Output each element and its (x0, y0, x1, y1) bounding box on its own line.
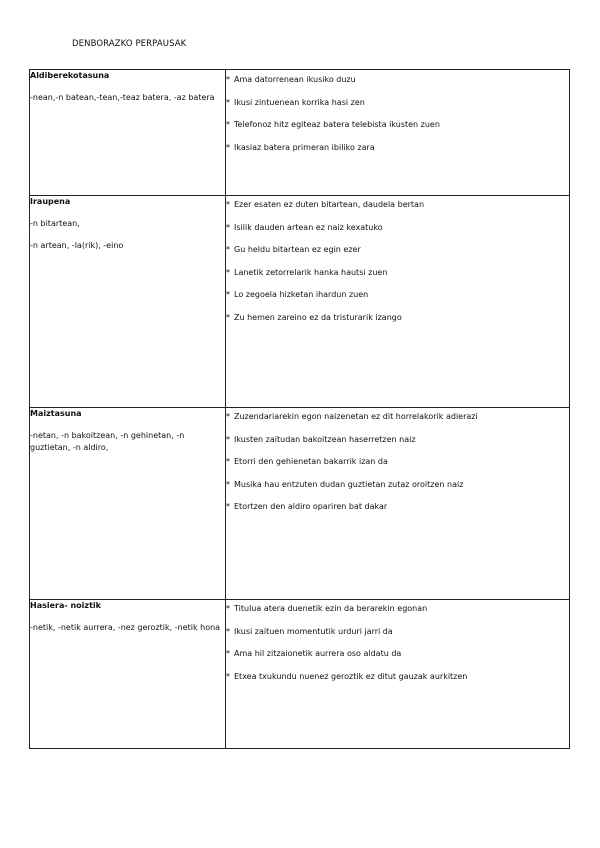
example-sentence: * Etortzen den aldiro opariren bat dakar (226, 502, 388, 512)
bullet-asterisk-icon: * (226, 245, 230, 255)
category-heading: Hasiera- noiztik (30, 601, 101, 610)
example-sentence: * Titulua atera duenetik ezin da berarekin egonan (226, 604, 428, 613)
category-heading: Maiztasuna (30, 409, 82, 418)
example-sentence: * Isilik dauden artean ez naiz kexatuko (226, 222, 383, 232)
temporal-clauses-table (29, 69, 570, 749)
bullet-asterisk-icon: * (226, 434, 230, 444)
example-sentence: * Ama hil zitzaionetik aurrera oso aldatu da (226, 649, 402, 659)
bullet-asterisk-icon: * (226, 479, 230, 489)
bullet-asterisk-icon: * (226, 290, 230, 300)
bullet-asterisk-icon: * (226, 120, 230, 130)
bullet-asterisk-icon: * (226, 97, 230, 107)
page-title: DENBORAZKO PERPAUSAK (72, 39, 187, 49)
example-sentence: * Ama datorrenean ikusiko duzu (226, 75, 356, 84)
table-row (30, 196, 570, 408)
category-cell (30, 600, 226, 749)
bullet-asterisk-icon: * (226, 142, 230, 152)
example-sentence: * Ikasiaz batera primeran ibiliko zara (226, 142, 375, 152)
example-sentence: * Ezer esaten ez duten bitartean, daudela bertan (226, 200, 425, 209)
suffix-list: -netan, -n bakoitzean, -n gehinetan, -n guztietan, -n aldiro, (30, 431, 185, 452)
example-sentence: * Etorri den gehienetan bakarrik izan da (226, 457, 388, 467)
bullet-asterisk-icon: * (226, 502, 230, 512)
bullet-asterisk-icon: * (226, 649, 230, 659)
category-heading: Iraupena (30, 197, 71, 206)
table-row (30, 408, 570, 600)
table-row (30, 600, 570, 749)
bullet-asterisk-icon: * (226, 626, 230, 636)
category-cell (30, 196, 226, 408)
examples-cell (226, 408, 570, 600)
example-sentence: * Zu hemen zareino ez da tristurarik izango (226, 312, 402, 322)
example-sentence: * Gu heldu bitartean ez egin ezer (226, 245, 361, 255)
bullet-asterisk-icon: * (226, 412, 230, 421)
example-sentence: * Ikusi zaituen momentutik urduri jarri da (226, 626, 393, 636)
example-sentence: * Ikusi zintuenean korrika hasi zen (226, 97, 365, 107)
suffix-list: -n artean, -la(rik), -eino (30, 241, 124, 250)
bullet-asterisk-icon: * (226, 671, 230, 681)
suffix-list: -netik, -netik aurrera, -nez geroztik, -netik hona (30, 623, 221, 632)
examples-cell (226, 196, 570, 408)
category-cell (30, 70, 226, 196)
bullet-asterisk-icon: * (226, 75, 230, 84)
example-sentence: * Musika hau entzuten dudan guztietan zutaz oroitzen naiz (226, 479, 464, 489)
examples-cell (226, 70, 570, 196)
bullet-asterisk-icon: * (226, 222, 230, 232)
bullet-asterisk-icon: * (226, 604, 230, 613)
example-sentence: * Etxea txukundu nuenez geroztik ez ditut gauzak aurkitzen (226, 671, 468, 681)
suffix-list: -n bitartean, (30, 219, 80, 228)
bullet-asterisk-icon: * (226, 200, 230, 209)
bullet-asterisk-icon: * (226, 312, 230, 322)
example-sentence: * Lo zegoela hizketan ihardun zuen (226, 290, 369, 300)
category-cell (30, 408, 226, 600)
bullet-asterisk-icon: * (226, 457, 230, 467)
suffix-list: -nean,-n batean,-tean,-teaz batera, -az batera (30, 93, 215, 102)
example-sentence: * Zuzendariarekin egon naizenetan ez dit horrelakorik adierazi (226, 412, 478, 421)
examples-cell (226, 600, 570, 749)
example-sentence: * Ikusten zaitudan bakoitzean haserretzen naiz (226, 434, 416, 444)
example-sentence: * Telefonoz hitz egiteaz batera telebista ikusten zuen (226, 120, 440, 130)
category-heading: Aldiberekotasuna (30, 71, 110, 80)
bullet-asterisk-icon: * (226, 267, 230, 277)
table-row (30, 70, 570, 196)
example-sentence: * Lanetik zetorrelarik hanka hautsi zuen (226, 267, 388, 277)
